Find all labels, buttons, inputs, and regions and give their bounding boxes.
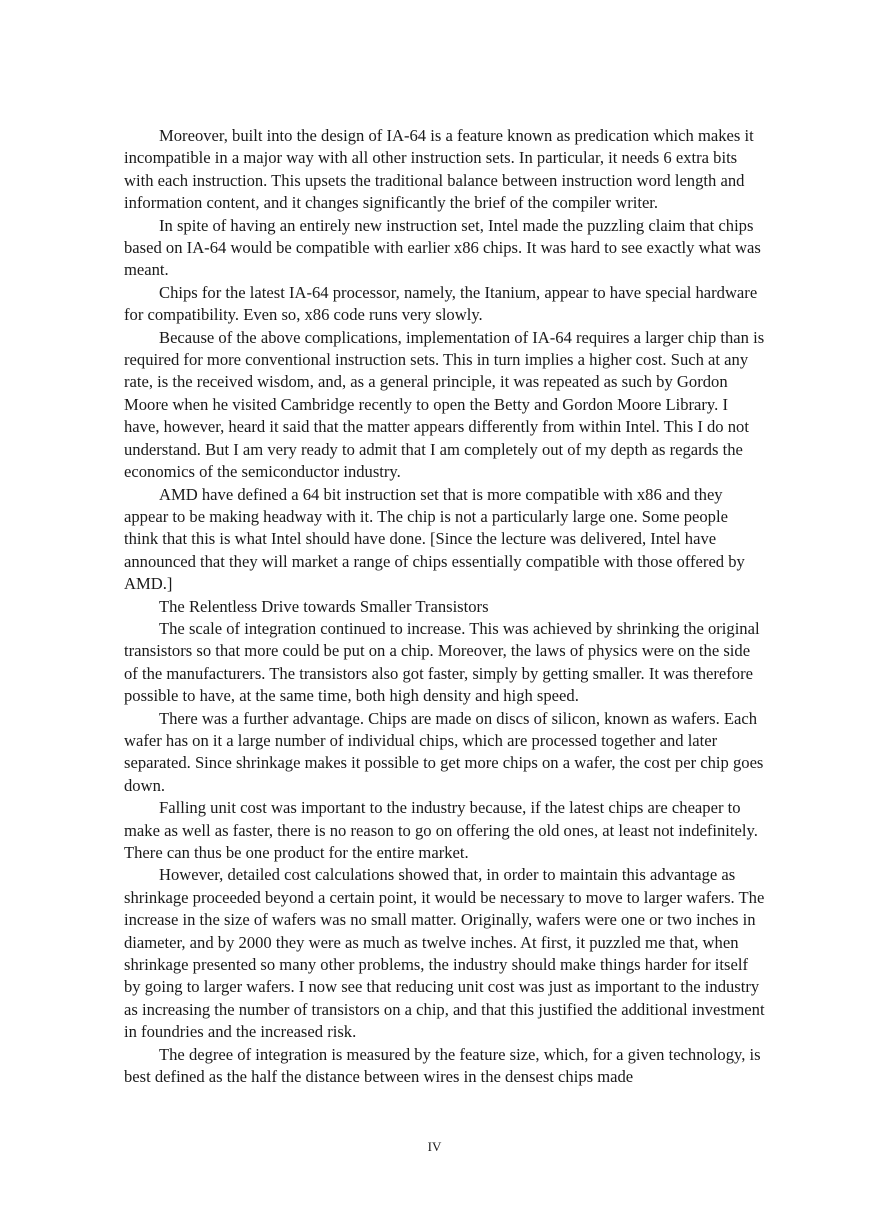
paragraph-wafers: There was a further advantage. Chips are made on discs of silicon, known as wafers. Each wafer has on it a large number of individual chips, which are processed together and later separated. Since shrinkage makes it possible to get more chips on a wafer, the cost per chip goes down. bbox=[124, 708, 764, 795]
paragraph-itanium: Chips for the latest IA-64 processor, namely, the Itanium, appear to have special hardware for compatibility. Even so, x86 code runs very slowly. bbox=[124, 282, 758, 325]
paragraph-scale-of-integration: The scale of integration continued to increase. This was achieved by shrinking the original transistors so that more could be put on a chip. Moreover, the laws of physics were on the side of the manufacturers. The transistors also got faster, simply by getting smaller. It was therefore possible to have, at the same time, both high density and high speed. bbox=[124, 618, 760, 706]
paragraph-unit-cost: Falling unit cost was important to the industry because, if the latest chips are cheaper to make as well as faster, there is no reason to go on offering the old ones, at least not indefinitely. There can thus be one product for the entire market. bbox=[124, 798, 758, 862]
paragraph-compatibility-claim: In spite of having an entirely new instruction set, Intel made the puzzling claim that chips based on IA-64 would be compatible with earlier x86 chips. It was hard to see exactly what was meant. bbox=[124, 215, 761, 280]
paragraph-feature-size: The degree of integration is measured by the feature size, which, for a given technology, is best defined as the half the distance between wires in the densest chips made bbox=[124, 1044, 761, 1087]
page-number: IV bbox=[427, 1139, 442, 1154]
paragraph-predication: Moreover, built into the design of IA-64 is a feature known as predication which makes it incompatible in a major way with all other instruction sets. In particular, it needs 6 extra bits with each instruction. This upsets the traditional balance between instruction word length and information content, and it changes significantly the brief of the compiler writer. bbox=[124, 126, 754, 213]
document-body bbox=[124, 125, 766, 1088]
paragraph-amd: AMD have defined a 64 bit instruction set that is more compatible with x86 and they appear to be making headway with it. The chip is not a particularly large one. Some people think that this is what Intel should have done. [Since the lecture was delivered, Intel have announced that they will market a range of chips essentially compatible with those offered by AMD.] bbox=[124, 484, 745, 594]
paragraph-larger-chip: Because of the above complications, implementation of IA-64 requires a larger chip than is required for more conventional instruction sets. This in turn implies a higher cost. Such at any rate, is the received wisdom, and, as a general principle, it was repeated as such by Gordon Moore when he visited Cambridge recently to open the Betty and Gordon Moore Library. I have, however, heard it said that the matter appears differently from within Intel. This I do not understand. But I am very ready to admit that I am completely out of my depth as regards the economics of the semiconductor industry. bbox=[124, 327, 765, 482]
section-heading: The Relentless Drive towards Smaller Transistors bbox=[159, 596, 489, 616]
paragraph-larger-wafers: However, detailed cost calculations showed that, in order to maintain this advantage as shrinkage proceeded beyond a certain point, it would be necessary to move to larger wafers. The increase in the size of wafers was no small matter. Originally, wafers were one or two inches in diameter, and by 2000 they were as much as twelve inches. At first, it puzzled me that, when shrinkage presented so many other problems, the industry should make things harder for itself by going to larger wafers. I now see that reducing unit cost was just as important to the industry as increasing the number of transistors on a chip, and that this justified the additional investment in foundries and the increased risk. bbox=[124, 865, 765, 1042]
